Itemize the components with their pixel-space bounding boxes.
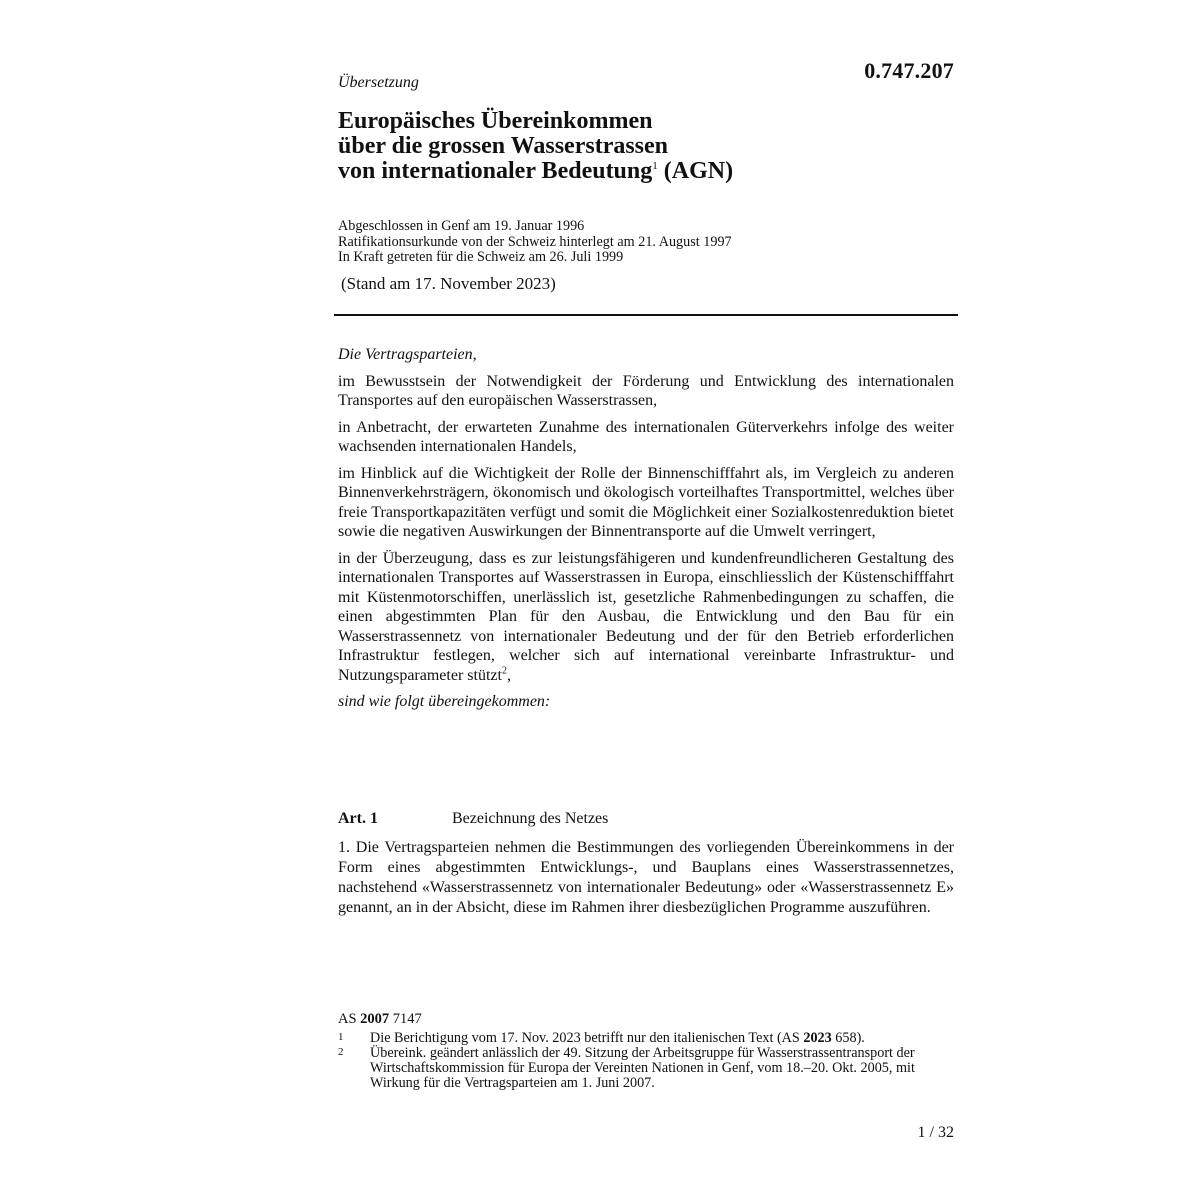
as-page: 7147 [389,1011,422,1027]
preamble-intro: Die Vertragsparteien, [338,346,477,363]
title-line: Europäisches Übereinkommen [338,108,653,134]
footnote [338,1031,954,1046]
article-number: Art. 1 [338,810,378,827]
page-number: 1 / 32 [917,1124,954,1141]
footnote-number: 2 [338,1046,344,1058]
footnote-year: 2023 [803,1030,832,1046]
punctuation: , [506,666,511,684]
concluded-date: Abgeschlossen in Genf am 19. Januar 1996 [338,218,585,234]
document-title [338,109,733,184]
as-reference [338,1011,422,1028]
article-paragraph: 1. Die Vertragsparteien nehmen die Bestimmungen des vorliegenden Übereinkommens in der Form eines abgestimmten Entwicklungs-, und Bauplans eines Wasserstrassennetzes, nachstehend «Wasserstrassennetz von internationaler Bedeutung» oder «Wasserstrassennetz E» genannt, an in der Absicht, diese im Rahmen ihrer diesbezüglichen Programme auszuführen. [338,839,954,916]
preamble-paragraph: in Anbetracht, der erwarteten Zunahme des internationalen Güterverkehrs infolge des weiter wachsenden internationalen Handels, [338,418,954,455]
treaty-metadata [338,219,732,266]
footnote-text [370,1031,954,1046]
sr-number: 0.747.207 [864,58,954,83]
article-heading [338,810,608,828]
preamble-closing: sind wie folgt übereingekommen: [338,693,551,710]
preamble-paragraph: im Hinblick auf die Wichtigkeit der Rolle der Binnenschifffahrt als, im Vergleich zu anderen Binnenverkehrsträgern, ökonomisch und ökologisch vorteilhaftes Transportmittel, welches über freie Transportkapazitäten verfügt und somit die Möglichkeit einer Sozialkostenreduktion bietet sowie die negativen Auswirkungen der Binnentransporte auf die Umwelt verringert, [338,464,954,540]
footnote-marker[interactable]: 1 [652,160,658,172]
footnote-text: Übereink. geändert anlässlich der 49. Sitzung der Arbeitsgruppe für Wasserstrassentransport der Wirtschaftskommission für Europa der Vereinten Nationen in Genf, vom 18.–20. Okt. 2005, mit Wirkung für die Vertragsparteien am 1. Juni 2007. [370,1045,915,1091]
title-line: über die grossen Wasserstrassen [338,133,669,159]
footnotes [338,1031,954,1091]
article-body [338,838,954,918]
preamble [338,345,954,719]
title-suffix: (AGN) [657,158,734,184]
status-date: (Stand am 17. November 2023) [341,274,556,293]
title-line-text: von internationaler Bedeutung [338,158,653,184]
preamble-paragraph [338,549,954,686]
footnote-text-part: Die Berichtigung vom 17. Nov. 2023 betrifft nur den italienischen Text (AS [370,1030,804,1046]
article-title: Bezeichnung des Netzes [452,810,609,827]
preamble-paragraph-text: in der Überzeugung, dass es zur leistungsfähigeren und kundenfreundlicheren Gestaltung des internationalen Transportes auf Wasserstrassen in Europa, einschliesslich der Küstenschifffahrt mit Küstenmotorschiffen, unerlässlich ist, gesetzliche Rahmenbedingungen zu schaffen, die einen abgestimmten Plan für den Ausbau, die Entwicklung und den Bau für ein Wasserstrassennetz von internationaler Bedeutung und der für den Betrieb erforderlichen Infrastruktur festlegen, welcher sich auf international vereinbarte Infrastruktur- und Nutzungsparameter stützt [338,549,954,684]
footnote-number: 1 [338,1031,344,1043]
in-force-date: In Kraft getreten für die Schweiz am 26. Juli 1999 [338,249,624,265]
as-year: 2007 [360,1011,390,1027]
footnote-marker[interactable]: 2 [501,665,507,677]
translation-label: Übersetzung [338,74,419,91]
preamble-paragraph: im Bewusstsein der Notwendigkeit der Förderung und Entwicklung des internationalen Transportes auf den europäischen Wasserstrassen, [338,372,954,409]
ratification-date: Ratifikationsurkunde von der Schweiz hinterlegt am 21. August 1997 [338,233,732,250]
footnote-text-part: 658). [831,1030,865,1046]
footnote [338,1046,954,1091]
as-prefix: AS [338,1011,361,1027]
title-line [338,159,733,184]
header-divider [334,314,958,316]
